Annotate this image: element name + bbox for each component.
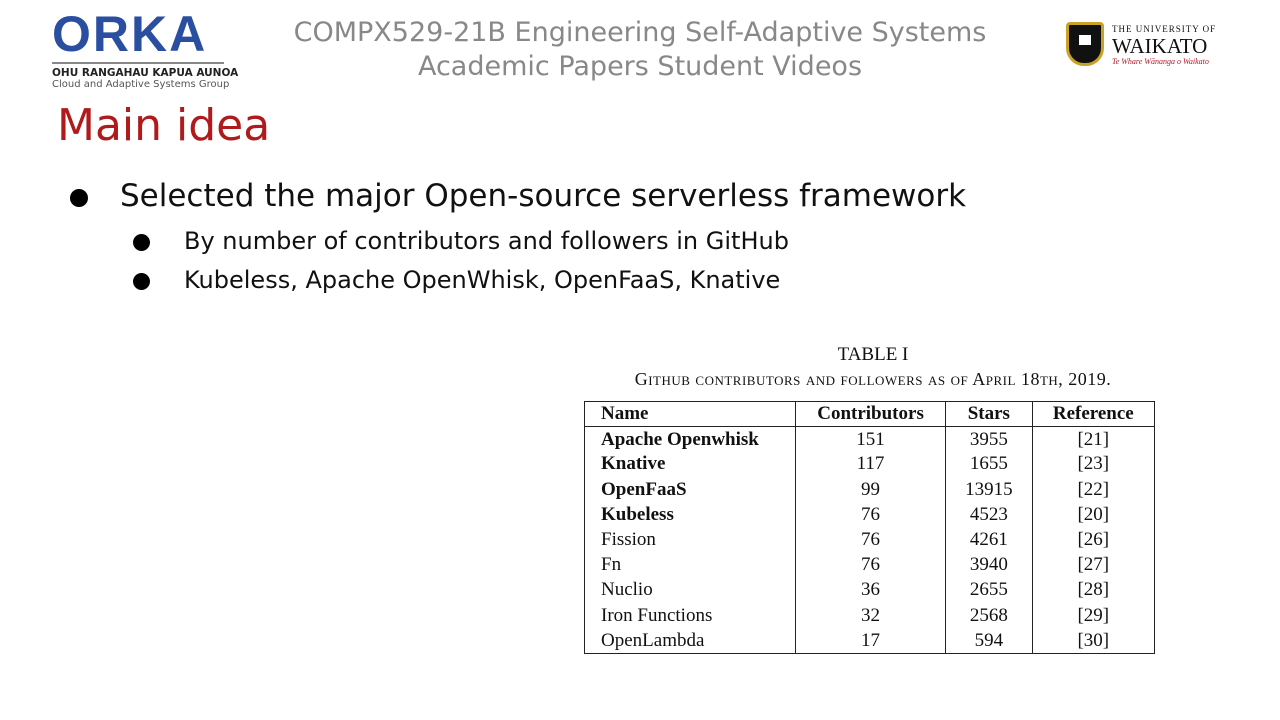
cell-contributors: 36 <box>796 578 946 603</box>
cell-reference: [26] <box>1032 527 1154 552</box>
course-header <box>250 16 1030 84</box>
waikato-logo <box>1066 22 1218 70</box>
logo-maori-name: OHU RANGAHAU KAPUA AUNOA <box>52 67 239 79</box>
course-subtitle: Academic Papers Student Videos <box>417 51 863 82</box>
table-row <box>585 578 1155 603</box>
orka-logo <box>52 6 239 94</box>
cell-stars: 3955 <box>946 427 1033 452</box>
cell-name: Kubeless <box>585 502 796 527</box>
course-title: COMPX529-21B Engineering Self-Adaptive Systems <box>293 17 987 48</box>
bullet-dot-icon <box>133 234 150 251</box>
cell-name: Nuclio <box>585 578 796 603</box>
sub-bullet-text: By number of contributors and followers in GitHub <box>184 227 789 255</box>
sub-bullet <box>133 227 789 255</box>
cell-contributors: 17 <box>796 628 946 653</box>
bullet-dot-icon <box>70 189 88 207</box>
table-row <box>585 427 1155 452</box>
cell-stars: 13915 <box>946 477 1033 502</box>
table-label: TABLE I <box>837 344 909 365</box>
sub-bullet-text: Kubeless, Apache OpenWhisk, OpenFaaS, Knative <box>184 266 781 294</box>
sub-bullet <box>133 266 780 294</box>
cell-contributors: 99 <box>796 477 946 502</box>
cell-reference: [23] <box>1032 452 1154 477</box>
bullet-text: Selected the major Open-source serverless framework <box>120 178 967 214</box>
cell-reference: [22] <box>1032 477 1154 502</box>
uni-line1: THE UNIVERSITY OF <box>1112 24 1217 34</box>
cell-reference: [28] <box>1032 578 1154 603</box>
cell-name: OpenLambda <box>585 628 796 653</box>
cell-reference: [27] <box>1032 553 1154 578</box>
table-row <box>585 527 1155 552</box>
cell-reference: [30] <box>1032 628 1154 653</box>
crest-icon <box>1066 22 1104 66</box>
uni-name: WAIKATO <box>1112 34 1208 58</box>
header-name: Name <box>585 402 796 427</box>
table-caption: Github contributors and followers as of April 18th, 2019. <box>634 369 1112 389</box>
cell-contributors: 76 <box>796 527 946 552</box>
cell-contributors: 117 <box>796 452 946 477</box>
cell-stars: 2568 <box>946 603 1033 628</box>
header-reference: Reference <box>1032 402 1154 427</box>
bullet <box>70 178 966 214</box>
cell-reference: [29] <box>1032 603 1154 628</box>
table-row <box>585 502 1155 527</box>
table-header-row <box>585 402 1155 427</box>
cell-stars: 594 <box>946 628 1033 653</box>
table-row <box>585 553 1155 578</box>
cell-name: Iron Functions <box>585 603 796 628</box>
cell-name: Fission <box>585 527 796 552</box>
cell-stars: 3940 <box>946 553 1033 578</box>
cell-contributors: 76 <box>796 502 946 527</box>
table-row <box>585 477 1155 502</box>
cell-stars: 4523 <box>946 502 1033 527</box>
cell-reference: [20] <box>1032 502 1154 527</box>
cell-contributors: 32 <box>796 603 946 628</box>
cell-name: Apache Openwhisk <box>585 427 796 452</box>
cell-name: Knative <box>585 452 796 477</box>
cell-name: Fn <box>585 553 796 578</box>
uni-motto: Te Whare Wānanga o Waikato <box>1112 57 1209 66</box>
table-row <box>585 452 1155 477</box>
orka-wordmark: ORKA <box>52 6 208 62</box>
cell-stars: 1655 <box>946 452 1033 477</box>
cell-contributors: 76 <box>796 553 946 578</box>
cell-stars: 4261 <box>946 527 1033 552</box>
header-stars: Stars <box>946 402 1033 427</box>
logo-english-name: Cloud and Adaptive Systems Group <box>52 79 230 90</box>
table-row <box>585 628 1155 653</box>
bullet-dot-icon <box>133 273 150 290</box>
github-stats-table <box>584 401 1155 654</box>
cell-name: OpenFaaS <box>585 477 796 502</box>
cell-reference: [21] <box>1032 427 1154 452</box>
cell-stars: 2655 <box>946 578 1033 603</box>
slide-title: Main idea <box>57 100 271 151</box>
logo-divider <box>52 62 224 64</box>
table-row <box>585 603 1155 628</box>
cell-contributors: 151 <box>796 427 946 452</box>
header-contributors: Contributors <box>796 402 946 427</box>
